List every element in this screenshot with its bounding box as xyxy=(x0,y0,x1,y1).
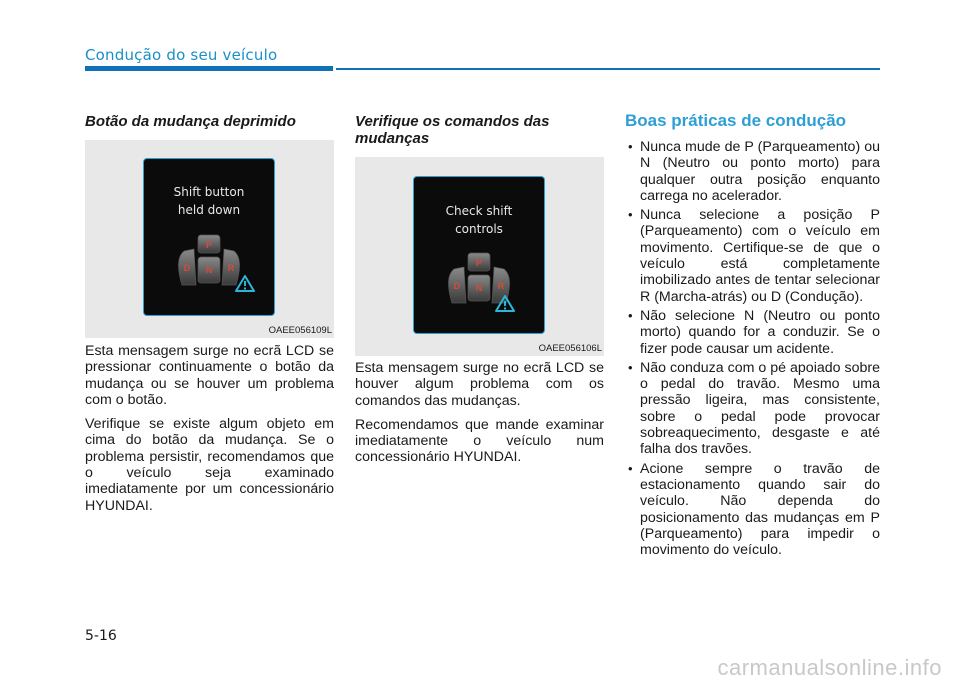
lcd-display xyxy=(413,176,545,334)
list-item: • Não conduza com o pé apoiado sobre o pedal do travão. Mesmo uma pressão ligeira, mas consistente, sobre o pedal pode provocar sobreaquecimento, desgaste e até falha dos travões. xyxy=(625,360,880,458)
lcd-message-line1: Shift button xyxy=(173,185,245,199)
lcd-message-line2: controls xyxy=(455,222,503,236)
column1-text xyxy=(85,343,334,522)
list-item: • Nunca selecione a posição P (Parqueamento) com o veículo em movimento. Certifique-se de que o veículo está completamente imobilizado antes de tentar selecionar R (Marcha-atrás) ou D (Condução). xyxy=(625,207,880,305)
section-heading: Boas práticas de condução xyxy=(625,111,847,130)
shift-label-d: D xyxy=(183,263,191,273)
shift-label-n: N xyxy=(475,283,483,293)
figure-code: OAEE056106L xyxy=(538,343,602,354)
shift-label-d: D xyxy=(453,281,461,291)
paragraph: Recomendamos que mande examinar imediatamente o veículo num concessionário HYUNDAI. xyxy=(355,416,604,466)
column2-text xyxy=(355,360,604,474)
page-number: 5-16 xyxy=(85,628,117,644)
figure-code: OAEE056109L xyxy=(268,325,332,336)
shift-buttons-icon xyxy=(414,177,544,333)
list-item: • Nunca mude de P (Parqueamento) ou N (Neutro ou ponto morto) para qualquer outra posição enquanto carrega no acelerador. xyxy=(625,139,880,204)
column-check-shift xyxy=(355,108,604,147)
figure-shift-button xyxy=(85,140,334,338)
lcd-display xyxy=(143,158,275,316)
shift-buttons-icon xyxy=(144,159,274,315)
paragraph: Verifique se existe algum objeto em cima do botão da mudança. Se o problema persistir, recomendamos que o veículo seja examinado imediatamente por um concessionário HYUNDAI. xyxy=(85,416,334,514)
shift-label-n: N xyxy=(205,265,213,275)
shift-label-p: P xyxy=(205,240,213,250)
figure-check-shift xyxy=(355,157,604,356)
list-item: • Não selecione N (Neutro ou ponto morto) quando for a conduzir. Se o fizer pode causar um acidente. xyxy=(625,308,880,357)
header-bar xyxy=(85,66,333,71)
subheading-check-shift: Verifique os comandos das mudanças xyxy=(355,113,550,147)
shift-label-p: P xyxy=(475,258,483,268)
section-title: Condução do seu veículo xyxy=(85,46,278,64)
shift-label-r: R xyxy=(227,263,235,273)
warning-icon xyxy=(236,276,254,291)
paragraph: Esta mensagem surge no ecrã LCD se pressionar continuamente o botão da mudança ou se houver um problema com o botão. xyxy=(85,343,334,408)
column-good-practices xyxy=(625,111,880,561)
header-rule xyxy=(336,68,880,70)
lcd-message-line2: held down xyxy=(177,203,241,217)
watermark: carmanualsonline.info xyxy=(717,655,942,680)
shift-label-r: R xyxy=(497,281,505,291)
paragraph: Esta mensagem surge no ecrã LCD se houver algum problema com os comandos das mudanças. xyxy=(355,360,604,409)
subheading-shift-button: Botão da mudança deprimido xyxy=(85,113,296,130)
list-item: • Acione sempre o travão de estacionamento quando sair do veículo. Não dependa do posicionamento das mudanças em P (Parqueamento) para impedir o movimento do veículo. xyxy=(625,461,880,559)
practices-list xyxy=(625,139,880,558)
column-shift-button xyxy=(85,108,334,130)
lcd-message-line1: Check shift xyxy=(445,204,513,218)
